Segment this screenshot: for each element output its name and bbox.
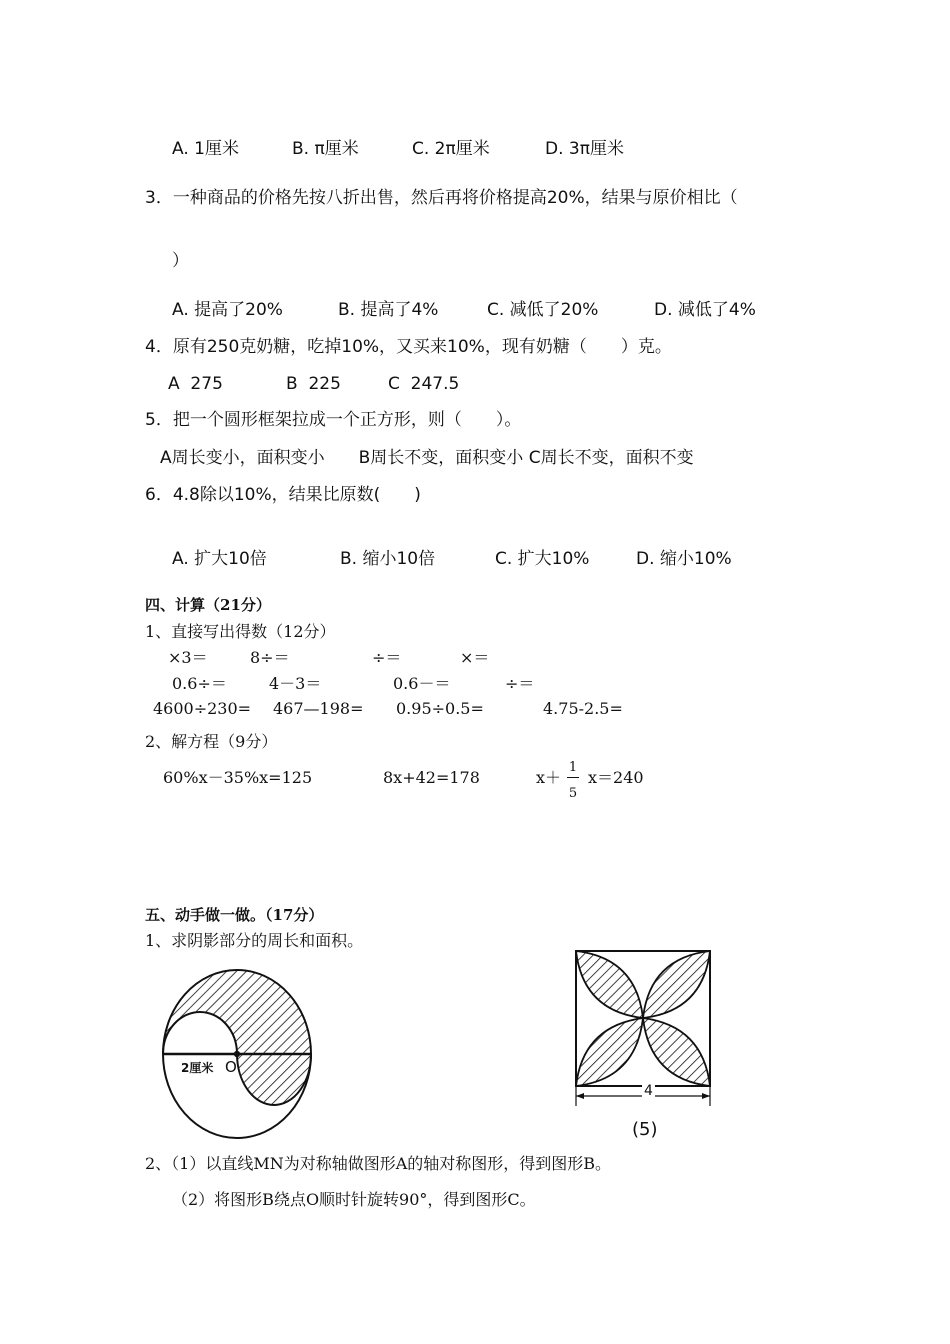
section4-part2: 2、解方程（9分） xyxy=(145,732,278,751)
figure1-center-label: O xyxy=(225,1058,237,1076)
q4-option-a: A 275 xyxy=(168,374,223,394)
q6-option-c: C. 扩大10% xyxy=(495,549,590,569)
q3-option-d: D. 减低了4% xyxy=(654,300,756,320)
calc-r1-c1: ×3＝ xyxy=(168,648,208,667)
q3-option-c: C. 减低了20% xyxy=(487,300,599,320)
section5-part2-line1: 2、（1）以直线MN为对称轴做图形A的轴对称图形，得到图形B。 xyxy=(145,1154,612,1173)
q4-option-c: C 247.5 xyxy=(388,374,460,394)
section4-part1: 1、直接写出得数（12分） xyxy=(145,622,336,641)
calc-r3-c4: 4.75-2.5= xyxy=(543,699,623,718)
calc-r1-c2: 8÷＝ xyxy=(250,648,290,667)
calc-r2-c2: 4－3＝ xyxy=(269,674,322,693)
calc-r1-c4: ×＝ xyxy=(460,648,490,667)
fraction-denominator: 5 xyxy=(568,786,578,801)
q3-stem: 3．一种商品的价格先按八折出售，然后再将价格提高20%，结果与原价相比（ xyxy=(145,188,738,208)
figure-shaded-circle xyxy=(160,968,320,1140)
calc-r2-c4: ÷＝ xyxy=(505,674,535,693)
section5-part2-line2: （2）将图形B绕点O顺时针旋转90°，得到图形C。 xyxy=(172,1190,536,1209)
calc-r3-c1: 4600÷230= xyxy=(153,699,252,718)
section4-title: 四、计算（21分） xyxy=(145,596,271,614)
q6-option-b: B. 缩小10倍 xyxy=(340,549,436,569)
section5-title: 五、动手做一做。（17分） xyxy=(145,906,324,924)
q4-stem: 4．原有250克奶糖，吃掉10%，又买来10%，现有奶糖（ ）克。 xyxy=(145,337,672,357)
q3-option-b: B. 提高了4% xyxy=(338,300,439,320)
figure1-radius-label: 2厘米 xyxy=(181,1061,214,1075)
equation-3-right: x＝240 xyxy=(588,768,644,787)
q6-option-a: A. 扩大10倍 xyxy=(172,549,267,569)
q4-option-b: B 225 xyxy=(286,374,341,394)
figure2-dimension-label: 4 xyxy=(644,1083,653,1099)
fraction-bar xyxy=(567,777,579,778)
equation-2: 8x+42=178 xyxy=(383,768,480,787)
calc-r1-c3: ÷＝ xyxy=(372,648,402,667)
q2-option-a: A. 1厘米 xyxy=(172,139,239,159)
equation-3-left: x＋ xyxy=(536,768,562,787)
fraction-numerator: 1 xyxy=(568,760,578,775)
q6-stem: 6．4.8除以10%，结果比原数( ) xyxy=(145,485,421,505)
q3-option-a: A. 提高了20% xyxy=(172,300,283,320)
q2-option-b: B. π厘米 xyxy=(292,139,359,159)
equation-1: 60%x－35%x=125 xyxy=(163,768,313,787)
figure2-caption: (5) xyxy=(632,1119,658,1140)
calc-r3-c2: 467—198= xyxy=(273,699,364,718)
q2-option-c: C. 2π厘米 xyxy=(412,139,490,159)
q5-stem: 5．把一个圆形框架拉成一个正方形，则（ ）。 xyxy=(145,410,522,430)
calc-r2-c1: 0.6÷＝ xyxy=(172,674,227,693)
calc-r2-c3: 0.6－＝ xyxy=(393,674,451,693)
q6-option-d: D. 缩小10% xyxy=(636,549,732,569)
section5-part1: 1、求阴影部分的周长和面积。 xyxy=(145,931,364,950)
calc-r3-c3: 0.95÷0.5= xyxy=(396,699,484,718)
q5-options: A周长变小，面积变小 B周长不变，面积变小 C周长不变，面积不变 xyxy=(160,448,694,468)
q3-close-paren: ） xyxy=(172,251,189,271)
q2-option-d: D. 3π厘米 xyxy=(545,139,624,159)
